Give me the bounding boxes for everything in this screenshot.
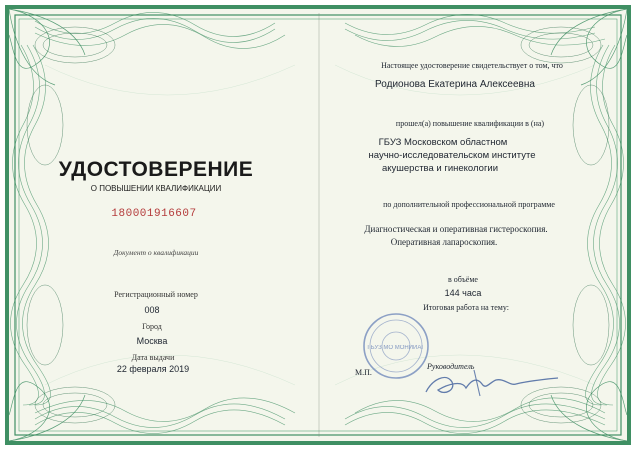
program-label: по дополнительной профессиональной программе [383,200,555,209]
intro-text: Настоящее удостоверение свидетельствует о том, что [381,61,563,70]
center-fold [318,13,320,437]
program-line-2: Оперативная лапароскопия. [390,237,498,247]
organization-line-2: научно-исследовательском институте [368,150,536,161]
certificate-subtitle: О ПОВЫШЕНИИ КВАЛИФИКАЦИИ [90,184,222,193]
reg-number-value: 008 [144,305,160,315]
final-work-label: Итоговая работа на тему: [423,303,509,312]
certificate-title: УДОСТОВЕРЕНИЕ [58,158,254,181]
passed-text: прошел(а) повышение квалификации в (на) [395,119,545,128]
program-line-1: Диагностическая и оперативная гистероскопия. [364,224,548,234]
city-label: Город [142,322,162,331]
city-value: Москва [136,336,168,346]
holder-name: Родионова Екатерина Алексеевна [375,79,535,90]
head-label: Руководитель [427,362,475,371]
document-caption: Документ о квалификации [113,248,199,257]
stamp-text: ГБУЗ МО МОНИИАГ [367,345,425,351]
handwritten-signature [418,362,568,402]
organization-line-1: ГБУЗ Московском областном [378,137,508,148]
certificate-number: 180001916607 [111,208,197,220]
volume-value: 144 часа [444,288,482,298]
issue-date-label: Дата выдачи [131,353,175,362]
volume-label: в объёме [448,275,478,284]
reg-number-label: Регистрационный номер [114,290,198,299]
seal-label: М.П. [355,368,372,377]
organization-line-3: акушерства и гинекологии [381,163,499,174]
issue-date-value: 22 февраля 2019 [116,364,190,374]
